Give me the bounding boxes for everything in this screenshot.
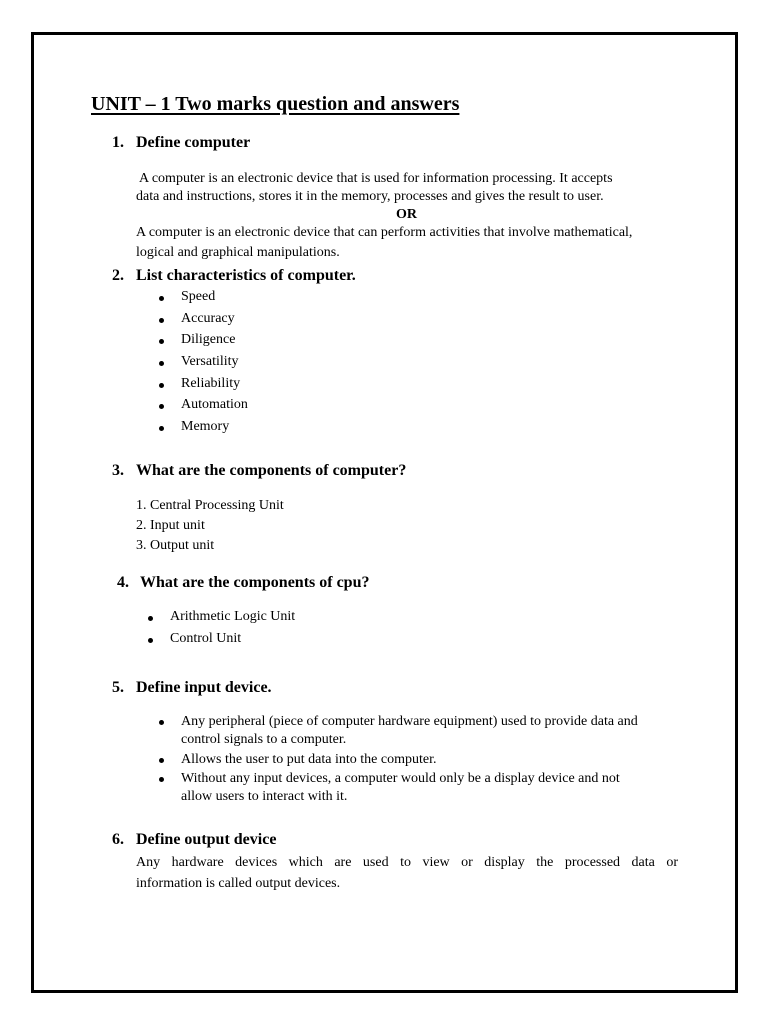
bullet-icon — [159, 361, 164, 366]
list-item: Versatility — [181, 354, 239, 369]
list-item: Accuracy — [181, 311, 235, 326]
list-item: 1. Central Processing Unit — [136, 498, 284, 513]
bullet-icon — [159, 720, 164, 725]
bullet-5-2-line-1: Allows the user to put data into the computer. — [181, 752, 437, 767]
answer-1-line-1: A computer is an electronic device that is used for information processing. It accepts — [139, 171, 613, 186]
question-2-text: List characteristics of computer. — [136, 267, 356, 284]
page-title: UNIT – 1 Two marks question and answers — [91, 93, 460, 115]
bullet-5-3-line-2: allow users to interact with it. — [181, 789, 348, 804]
question-6-text: Define output device — [136, 831, 277, 848]
question-1-number: 1. — [112, 134, 124, 151]
bullet-5-1-line-2: control signals to a computer. — [181, 732, 347, 747]
list-item: Speed — [181, 289, 216, 304]
bullet-icon — [148, 638, 153, 643]
question-4-text: What are the components of cpu? — [140, 574, 370, 591]
answer-1-or: OR — [396, 207, 417, 222]
list-item: Memory — [181, 419, 230, 434]
answer-6-line-2: information is called output devices. — [136, 876, 341, 891]
answer-6-line-1: Any hardware devices which are used to view or display the processed data or — [136, 855, 678, 870]
answer-1-line-2: data and instructions, stores it in the memory, processes and gives the result to user. — [136, 189, 604, 204]
question-5-text: Define input device. — [136, 679, 272, 696]
bullet-icon — [159, 777, 164, 782]
question-2-number: 2. — [112, 267, 124, 284]
question-4-number: 4. — [117, 574, 129, 591]
list-item: 2. Input unit — [136, 518, 205, 533]
list-item: Automation — [181, 397, 248, 412]
question-3-number: 3. — [112, 462, 124, 479]
bullet-icon — [159, 404, 164, 409]
bullet-icon — [148, 616, 153, 621]
question-1-text: Define computer — [136, 134, 251, 151]
list-item: Control Unit — [170, 631, 242, 646]
list-item: Reliability — [181, 376, 241, 391]
bullet-5-3-line-1: Without any input devices, a computer would only be a display device and not — [181, 771, 620, 786]
bullet-icon — [159, 426, 164, 431]
list-item: 3. Output unit — [136, 538, 215, 553]
list-item: Arithmetic Logic Unit — [170, 609, 296, 624]
question-3-text: What are the components of computer? — [136, 462, 407, 479]
bullet-icon — [159, 383, 164, 388]
answer-1-alt-line-2: logical and graphical manipulations. — [136, 245, 340, 260]
bullet-5-1-line-1: Any peripheral (piece of computer hardware equipment) used to provide data and — [181, 714, 638, 729]
bullet-icon — [159, 296, 164, 301]
bullet-icon — [159, 339, 164, 344]
question-5-number: 5. — [112, 679, 124, 696]
question-6-number: 6. — [112, 831, 124, 848]
bullet-icon — [159, 758, 164, 763]
answer-1-alt-line-1: A computer is an electronic device that can perform activities that involve mathematical, — [136, 225, 633, 240]
list-item: Diligence — [181, 332, 236, 347]
bullet-icon — [159, 318, 164, 323]
